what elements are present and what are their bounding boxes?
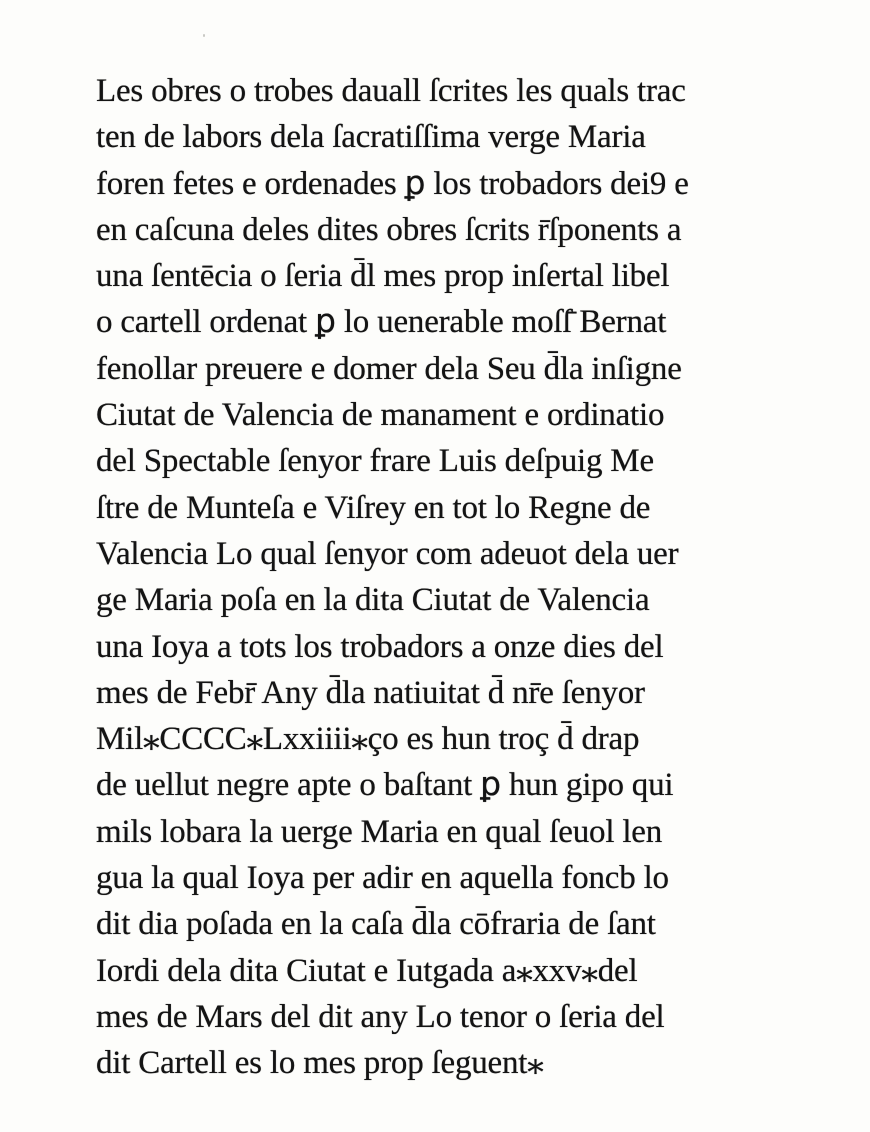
text-line: mes de Mars del dit any Lo tenor o ſeria del <box>96 998 665 1035</box>
text-line: Valencia Lo qual ſenyor com adeuot dela uer <box>96 535 679 572</box>
text-line: foren fetes e ordenades ꝑ los trobadors dei9 e <box>96 165 689 202</box>
text-block <box>96 68 816 1087</box>
text-line: una ſentēcia o ſeria d̄l mes prop inſertal libel <box>96 258 670 295</box>
text-line: mes de Febr̄ Any d̄la natiuitat d̄ nr̄e ſenyor <box>96 674 645 711</box>
text-line: dit dia poſada en la caſa d̄la cōfraria de ſant <box>96 906 656 943</box>
text-line: fenollar preuere e domer dela Seu d̄la inſigne <box>96 350 682 387</box>
text-line: Ciutat de Valencia de manament e ordinatio <box>96 397 665 434</box>
text-line: ge Maria poſa en la dita Ciutat de Valencia <box>96 582 650 619</box>
text-line: de uellut negre apte o baſtant ꝑ hun gipo qui <box>96 767 674 804</box>
text-line: gua la qual Ioya per adir en aquella foncb lo <box>96 860 669 897</box>
text-line: o cartell ordenat ꝑ lo uenerable moſſ̄ Bernat <box>96 304 667 341</box>
text-line: Iordi dela dita Ciutat e Iutgada a⁎xxv⁎del <box>96 952 638 989</box>
text-line: en caſcuna deles dites obres ſcrits r̄ſponents a <box>96 211 682 248</box>
text-line: ſtre de Munteſa e Viſrey en tot lo Regne de <box>96 489 651 526</box>
text-line: una Ioya a tots los trobadors a onze dies del <box>96 628 664 665</box>
text-line: Mil⁎CCCC⁎Lxxiiii⁎ço es hun troç d̄ drap <box>96 721 640 758</box>
text-line: mils lobara la uerge Maria en qual ſeuol len <box>96 813 663 850</box>
text-line: ten de labors dela ſacratiſſima verge Maria <box>96 119 646 156</box>
text-line: dit Cartell es lo mes prop ſeguent⁎ <box>96 1045 544 1082</box>
text-line: Les obres o trobes dauall ſcrites les quals trac <box>96 73 686 109</box>
paper-speck <box>203 34 205 37</box>
text-line: del Spectable ſenyor frare Luis deſpuig Me <box>96 443 654 480</box>
